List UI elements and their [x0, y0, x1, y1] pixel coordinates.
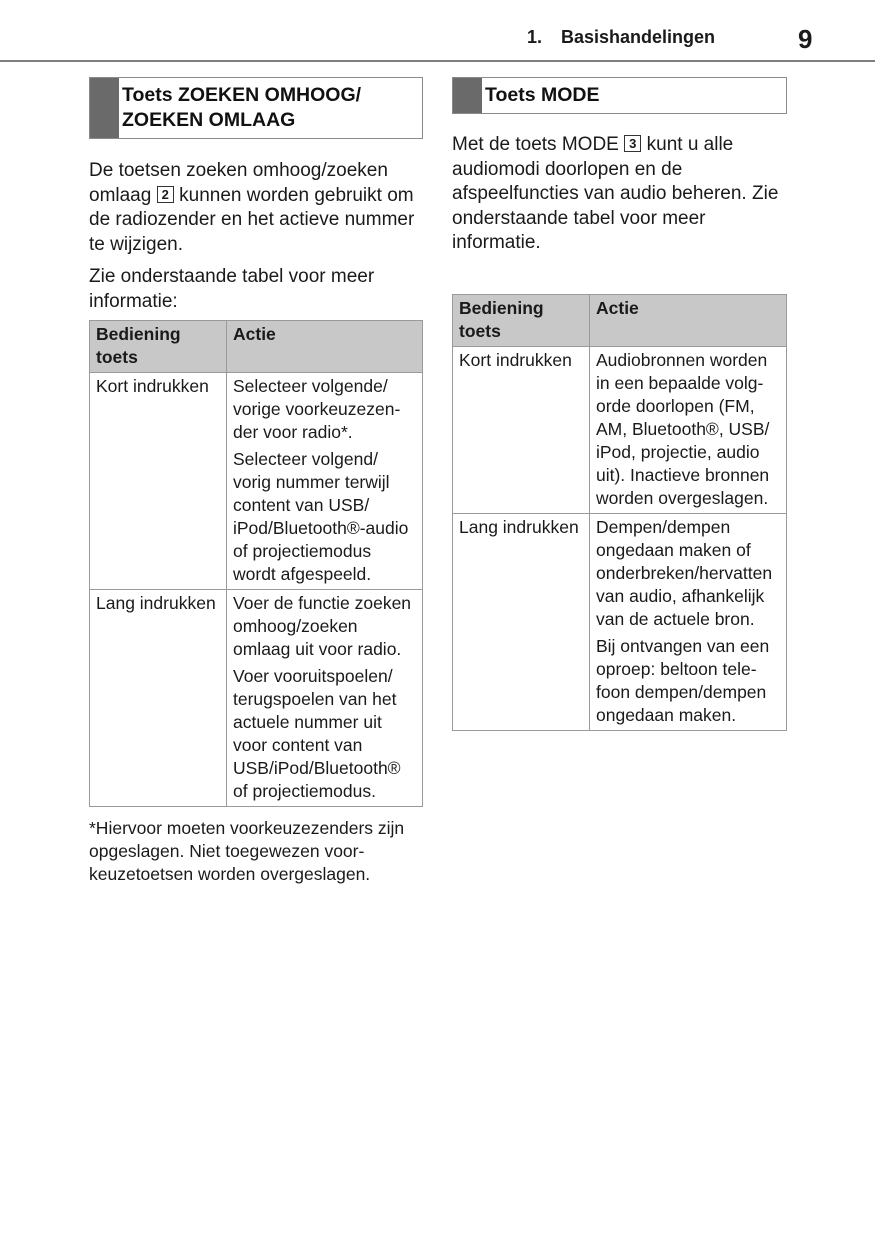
table-row: [90, 373, 423, 590]
column-header-action: Actie: [227, 321, 423, 373]
section-heading-mode: [452, 77, 787, 114]
right-column: [452, 77, 787, 731]
page-header: [0, 0, 875, 62]
operation-cell: Kort indrukken: [90, 373, 227, 590]
heading-marker-bar: [90, 78, 119, 138]
section-title: [119, 78, 361, 138]
table-header-row: [453, 294, 787, 346]
column-header-operation: Bediening toets: [90, 321, 227, 373]
section-title-line: ZOEKEN OMLAAG: [122, 109, 296, 131]
operation-cell: Lang indrukken: [453, 513, 590, 730]
section-title-line: Toets ZOEKEN OMHOOG/: [122, 84, 362, 106]
left-column: [89, 77, 423, 886]
table-row: [453, 346, 787, 513]
action-cell: Dempen/dempen ongedaan maken of onderbreken/hervatten van audio, afhankelijk van de actuele bron. Bij ontvangen van een oproep: beltoon telefoon dempen/dempen ongedaan maken.: [590, 513, 787, 730]
section-heading-seek: [89, 77, 423, 139]
intro-paragraph: Met de toets MODE 3 kunt u alle audiomodi doorlopen en de afspeelfuncties van audio beheren. Zie onderstaande tabel voor meer informatie.: [452, 134, 779, 253]
intro-paragraph: De toetsen zoeken omhoog/zoeken omlaag 2 kunnen worden gebruikt om de radiozender en het actieve nummer te wijzigen.: [89, 160, 415, 255]
page-number: 9: [798, 24, 813, 54]
seek-operation-table: [89, 320, 423, 807]
column-header-operation: Bediening toets: [453, 294, 590, 346]
key-number-badge: 3: [624, 135, 641, 152]
operation-cell: Lang indrukken: [90, 590, 227, 807]
section-title: Toets MODE: [485, 84, 600, 106]
operation-cell: Kort indrukken: [453, 346, 590, 513]
see-table-paragraph: Zie onderstaande tabel voor meer informatie:: [89, 266, 375, 312]
column-header-action: Actie: [590, 294, 787, 346]
action-cell: Audiobronnen worden in een bepaalde volgorde doorlopen (FM, AM, Bluetooth®, USB/ iPod, projectie, audio uit). Inactieve bronnen worden overgeslagen.: [590, 346, 787, 513]
table-row: [90, 590, 423, 807]
action-cell: Selecteer volgende/ vorige voorkeuzezender voor radio*. Selecteer volgend/ vorig nummer terwijl content van USB/ iPod/Bluetooth®-audio of projectiemodus wordt afgespeeld.: [227, 373, 423, 590]
chapter-title: Basishandelingen: [561, 27, 716, 47]
footnote: *Hiervoor moeten voorkeuzezenders zijn opgeslagen. Niet toegewezen voorkeuzetoetsen worden overgeslagen.: [89, 818, 405, 884]
key-number-badge: 2: [157, 186, 174, 203]
action-cell: Voer de functie zoeken omhoog/zoeken omlaag uit voor radio. Voer vooruitspoelen/ terugspoelen van het actuele nummer uit voor content van USB/iPod/Bluetooth® of projectiemodus.: [227, 590, 423, 807]
mode-operation-table: [452, 294, 787, 731]
chapter-number: 1.: [527, 27, 543, 47]
heading-marker-bar: [453, 78, 482, 113]
table-header-row: [90, 321, 423, 373]
table-row: [453, 513, 787, 730]
